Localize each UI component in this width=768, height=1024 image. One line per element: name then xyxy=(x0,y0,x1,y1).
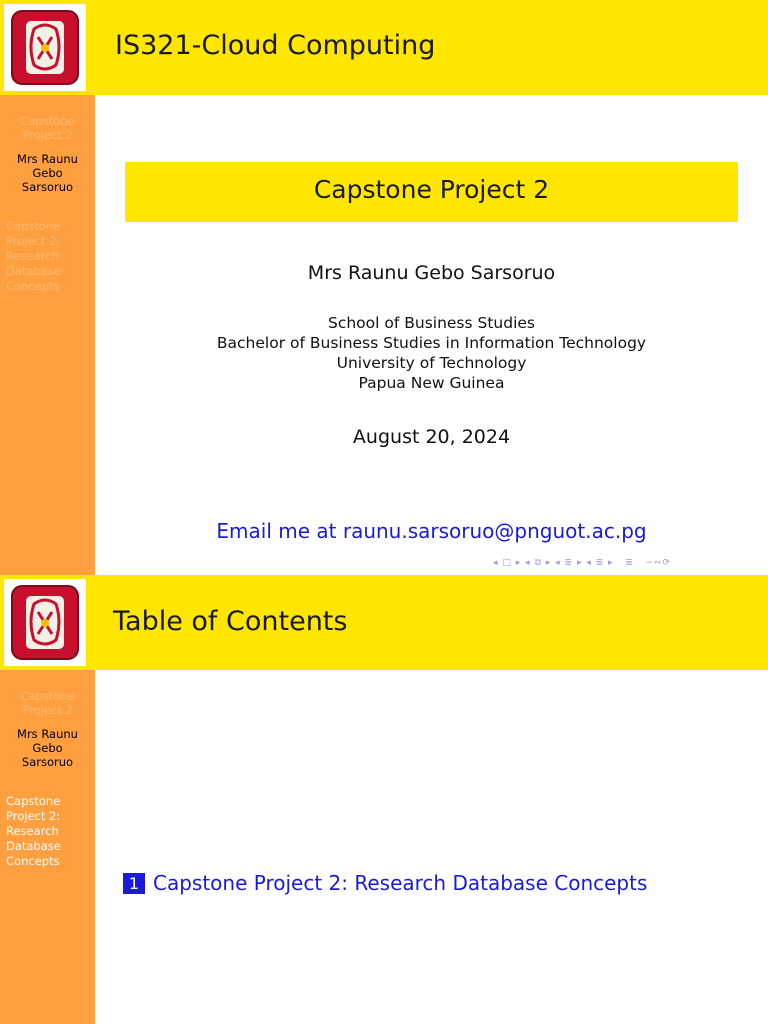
slide-header xyxy=(0,575,768,670)
sidebar-author: Mrs Raunu Gebo Sarsoruo xyxy=(17,727,78,769)
toc-label: Capstone Project 2: Research Database Concepts xyxy=(153,871,648,895)
frame-title: Table of Contents xyxy=(113,606,348,637)
toc-number-badge: 1 xyxy=(123,873,145,894)
beamer-navigation-symbols-icon[interactable]: ◂ □ ▸ ◂ ⧉ ▸ ◂ ≣ ▸ ◂ ≣ ▸ ≣ ∽∾⟳ xyxy=(493,558,671,568)
toc-slide xyxy=(0,575,768,1024)
sidebar xyxy=(0,670,95,1024)
university-logo-icon xyxy=(10,584,80,661)
sidebar-section-link[interactable]: Capstone Project 2: Research Database Concepts xyxy=(6,794,61,868)
logo-box xyxy=(4,4,86,91)
slide-header xyxy=(0,0,768,95)
university-logo-icon xyxy=(10,9,80,86)
sidebar-title[interactable]: Capstone Project 2 xyxy=(20,689,75,717)
presentation-date: August 20, 2024 xyxy=(352,426,511,448)
toc-item[interactable] xyxy=(123,871,647,895)
presentation-title-box xyxy=(125,162,738,222)
institute-block: School of Business Studies Bachelor of Business Studies in Information Technology University of Technology Papua New Guinea xyxy=(216,314,647,392)
email-link[interactable]: Email me at raunu.sarsoruo@pnguot.ac.pg xyxy=(216,519,647,543)
logo-box xyxy=(4,579,86,666)
presentation-title: Capstone Project 2 xyxy=(313,175,550,204)
course-title: IS321-Cloud Computing xyxy=(115,30,436,61)
sidebar xyxy=(0,95,95,576)
sidebar-section-link[interactable]: Capstone Project 2: Research Database Concepts xyxy=(6,219,61,293)
presenter-name: Mrs Raunu Gebo Sarsoruo xyxy=(307,262,556,284)
sidebar-title[interactable]: Capstone Project 2 xyxy=(20,114,75,142)
sidebar-author: Mrs Raunu Gebo Sarsoruo xyxy=(17,152,78,194)
